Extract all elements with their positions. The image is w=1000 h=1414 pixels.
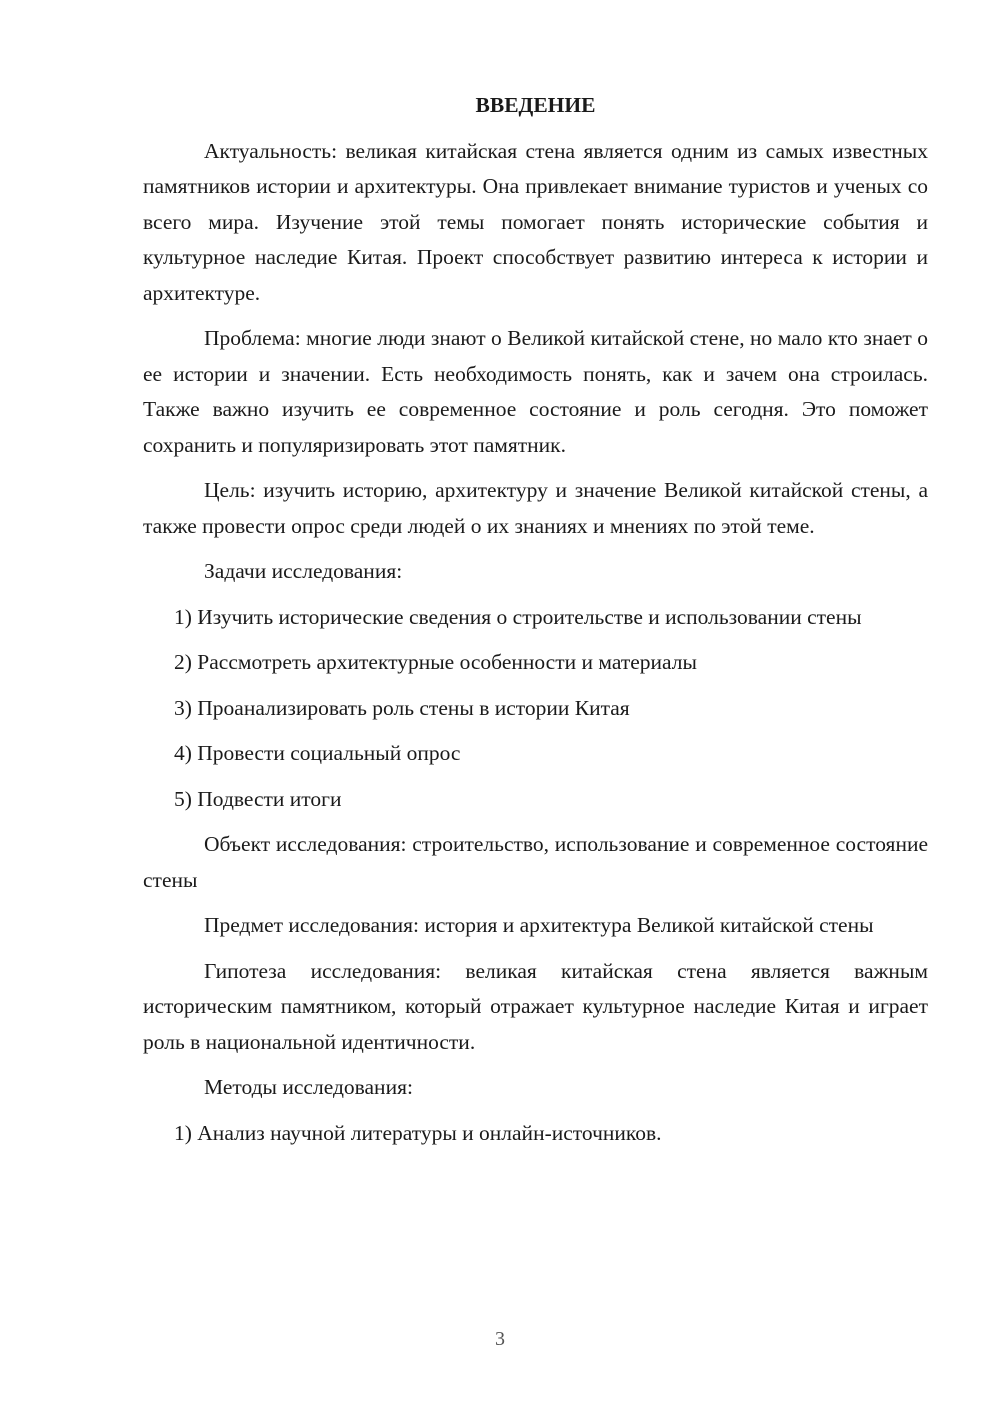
problem-paragraph: Проблема: многие люди знают о Великой китайской стене, но мало кто знает о ее истории и значении. Есть необходимость понять, как и зачем она строилась. Также важно изучить ее современное состояние и роль сегодня. Это поможет сохранить и популяризировать этот памятник. (143, 326, 928, 457)
page-number: 3 (495, 1328, 505, 1350)
task-item-3: 3) Проанализировать роль стены в истории Китая (174, 695, 630, 720)
method-item-1: 1) Анализ научной литературы и онлайн-источников. (174, 1120, 662, 1145)
tasks-heading: Задачи исследования: (204, 559, 403, 583)
task-item-1: 1) Изучить исторические сведения о строительстве и использовании стены (174, 604, 862, 629)
task-item-5: 5) Подвести итоги (174, 786, 342, 811)
methods-heading: Методы исследования: (204, 1075, 413, 1099)
subject-paragraph: Предмет исследования: история и архитектура Великой китайской стены (204, 913, 874, 937)
task-item-2: 2) Рассмотреть архитектурные особенности и материалы (174, 650, 697, 674)
hypothesis-paragraph: Гипотеза исследования: великая китайская стена является важным историческим памятником, который отражает культурное наследие Китая и играет роль в национальной идентичности. (143, 958, 928, 1054)
task-item-4: 4) Провести социальный опрос (174, 741, 461, 765)
goal-paragraph: Цель: изучить историю, архитектуру и значение Великой китайской стены, а также провести опрос среди людей о их знаниях и мнениях по этой теме. (143, 478, 928, 538)
page-content (143, 88, 928, 1161)
relevance-paragraph: Актуальность: великая китайская стена является одним из самых известных памятников истории и архитектуры. Она привлекает внимание туристов и ученых со всего мира. Изучение этой темы помогает понять исторические события и культурное наследие Китая. Проект способствует развитию интереса к истории и архитектуре. (143, 138, 928, 305)
section-title: ВВЕДЕНИЕ (475, 93, 596, 117)
object-paragraph: Объект исследования: строительство, использование и современное состояние стены (143, 832, 928, 892)
